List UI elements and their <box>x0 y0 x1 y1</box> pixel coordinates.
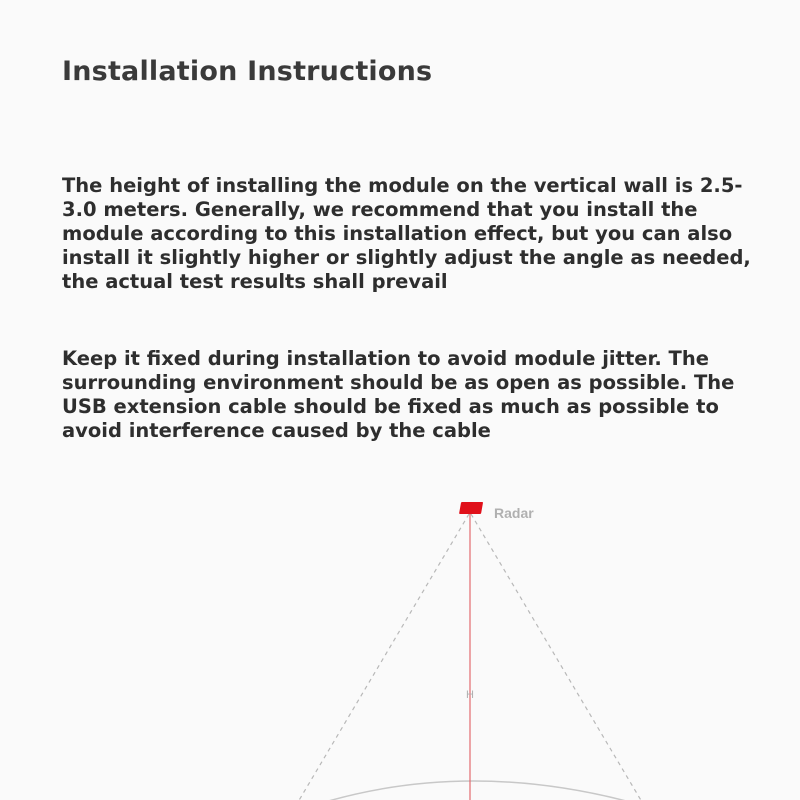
cone-left-line <box>298 514 469 800</box>
detection-area-arc <box>325 781 630 800</box>
page-title: Installation Instructions <box>62 56 433 87</box>
cone-right-line <box>471 514 642 800</box>
radar-module-icon <box>459 502 483 514</box>
installation-fixing-paragraph: Keep it fixed during installation to avoid module jitter. The surrounding environment should be as open as possible. The USB extension cable should be fixed as much as possible to avoid interference caused by the cable <box>62 347 735 442</box>
height-label: H <box>466 689 474 701</box>
installation-diagram <box>0 480 800 800</box>
radar-label: Radar <box>494 505 534 521</box>
installation-height-paragraph: The height of installing the module on the vertical wall is 2.5-3.0 meters. Generally, we recommend that you install the module according to this installation effect, but you can also install it slightly higher or slightly adjust the angle as needed, the actual test results shall prevail <box>62 174 751 293</box>
